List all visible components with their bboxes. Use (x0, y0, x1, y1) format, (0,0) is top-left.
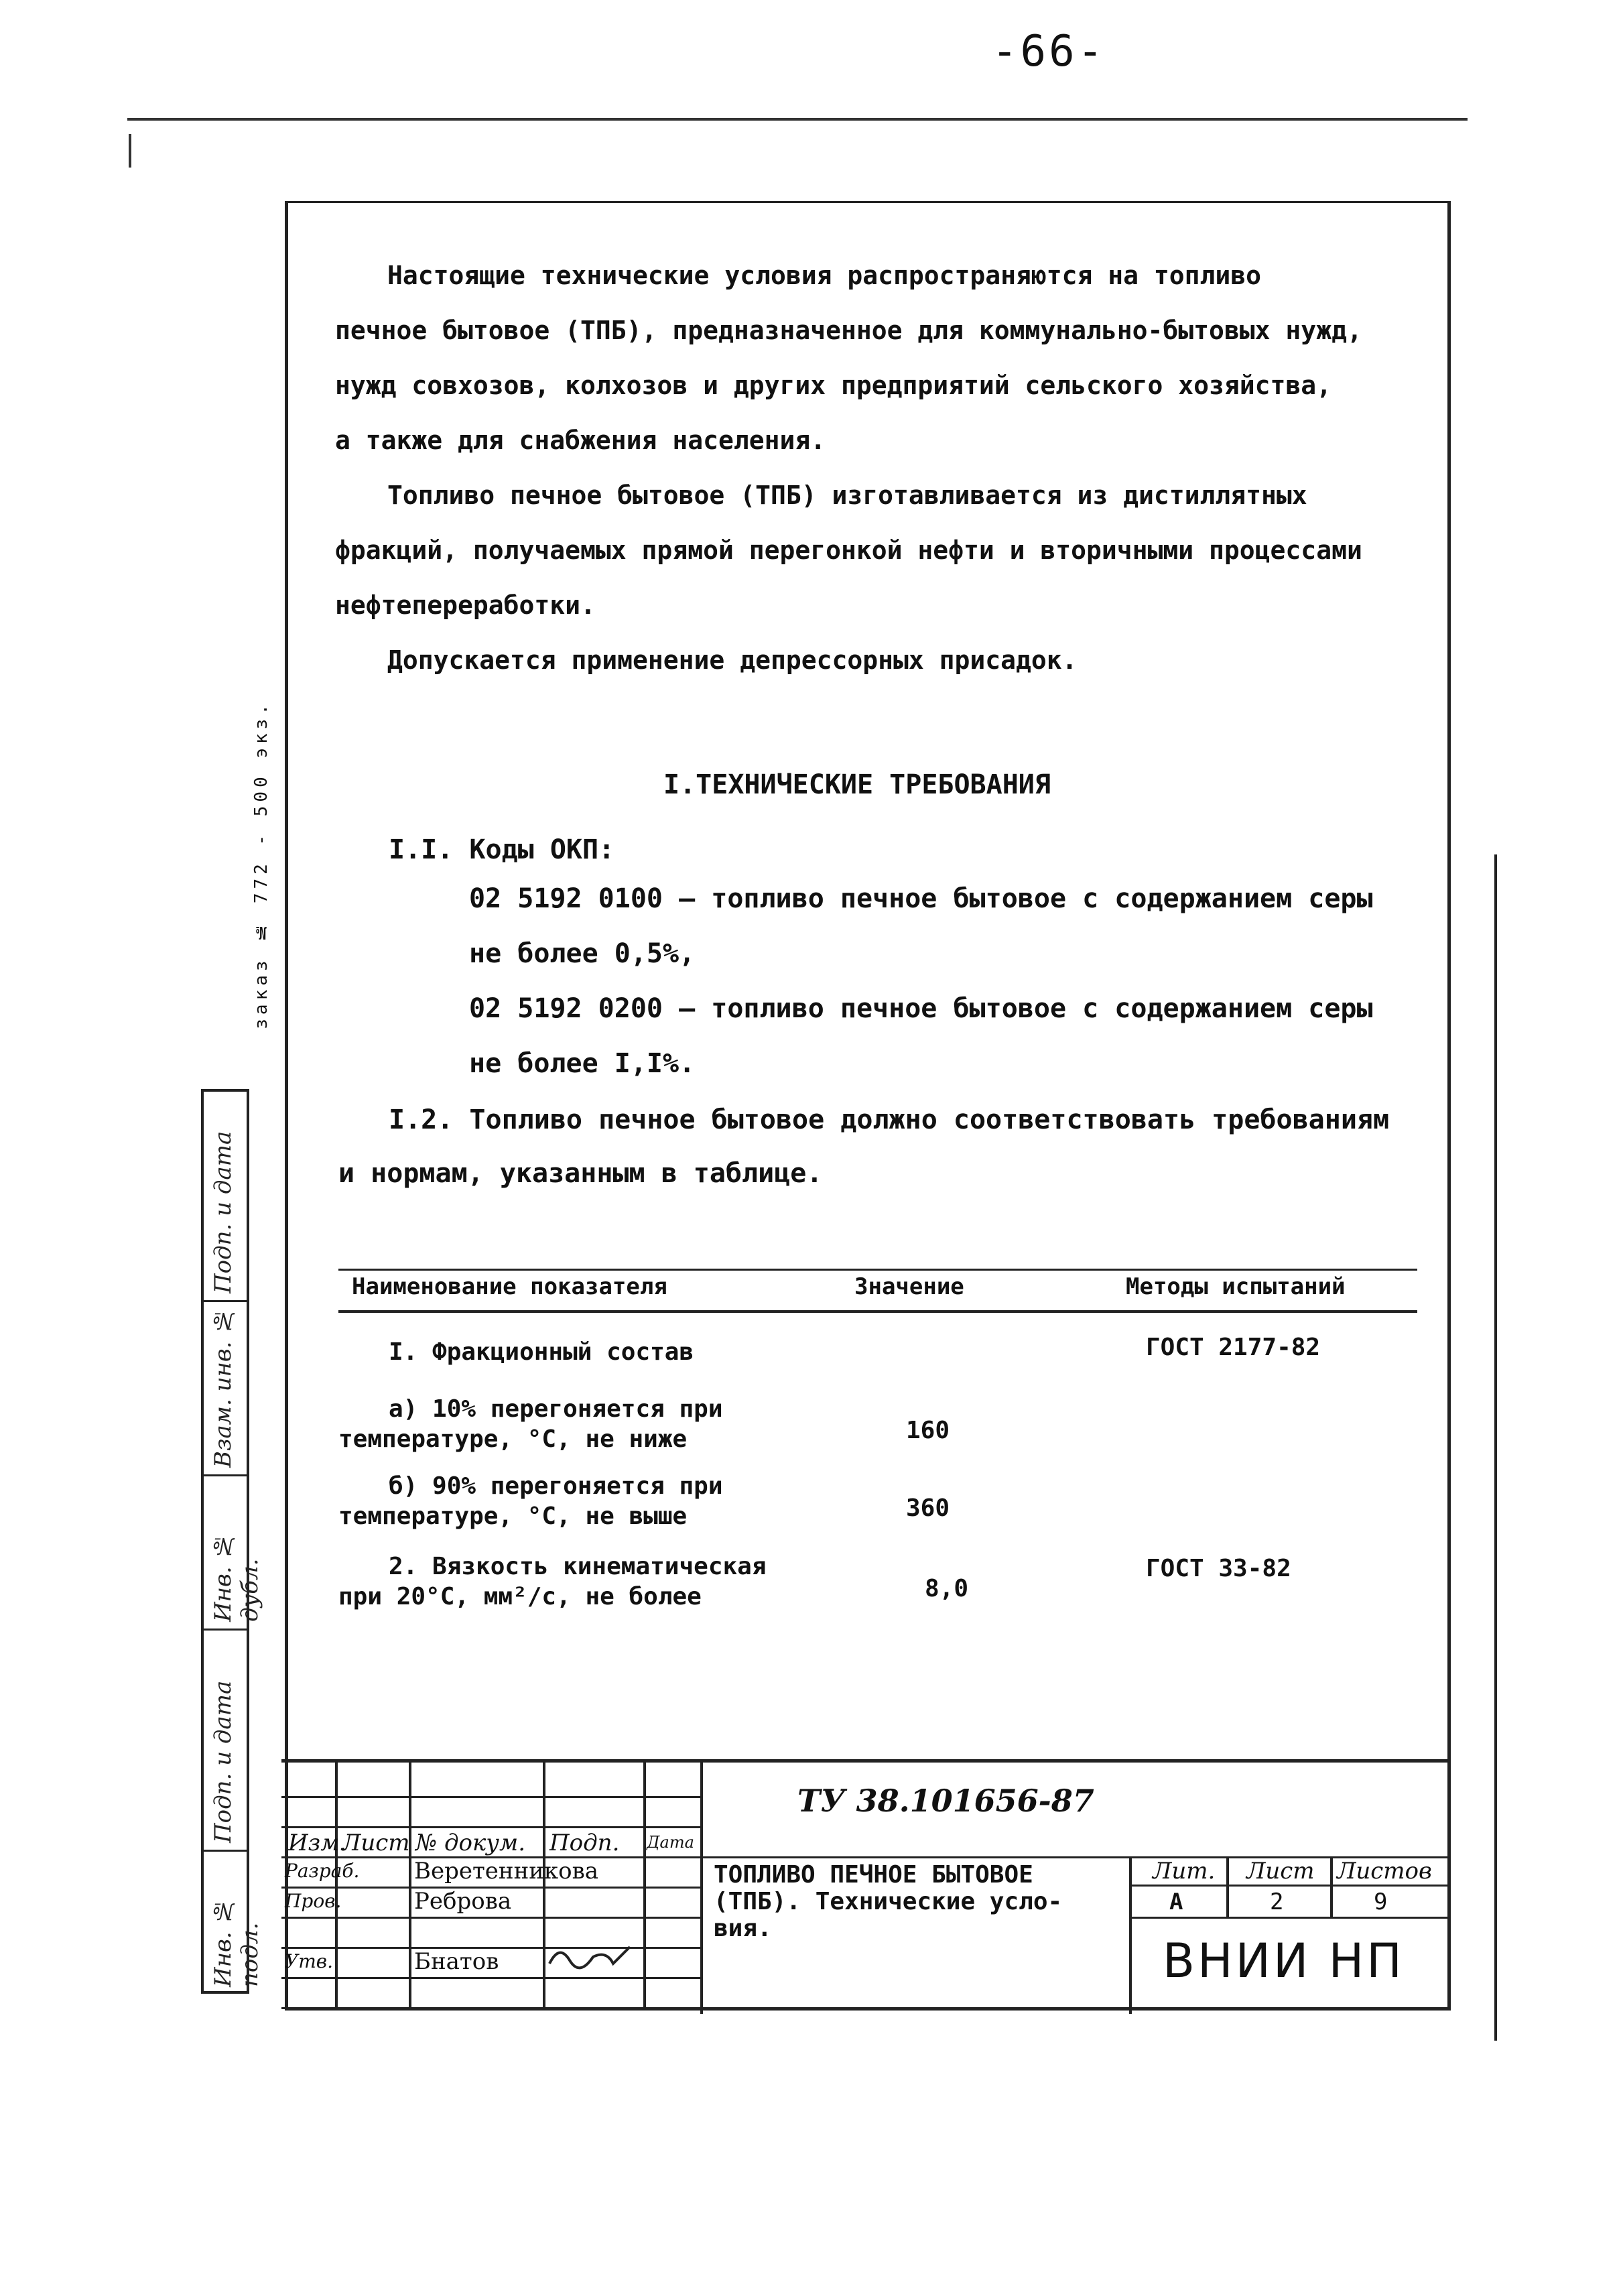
table-row-name-cont: при 20°С, мм²/с, не более (338, 1583, 702, 1610)
intro-line: нужд совхозов, колхозов и других предприятий сельского хозяйства, (335, 371, 1332, 400)
table-row-name: I. Фракционный состав (389, 1338, 694, 1366)
name-approver: Бнатов (414, 1948, 499, 1975)
intro-line: нефтепереработки. (335, 590, 596, 620)
grid-line (700, 1759, 703, 2014)
grid-line (281, 1917, 700, 1919)
lit-value: А (1169, 1889, 1183, 1915)
grid-line (281, 1796, 700, 1798)
name-developer: Веретенникова (414, 1858, 599, 1885)
grid-line (1226, 1856, 1229, 1917)
table-row-method: ГОСТ 2177-82 (1146, 1334, 1321, 1361)
table-row-value: 160 (906, 1417, 950, 1444)
grid-line (1129, 1856, 1132, 2014)
col-header-change: Изм. (288, 1830, 347, 1856)
page-number: -66- (992, 27, 1106, 76)
table-row-value: 360 (906, 1494, 950, 1522)
section-title: I.ТЕХНИЧЕСКИЕ ТРЕБОВАНИЯ (663, 769, 1051, 800)
role-developed: Разраб. (285, 1860, 360, 1882)
intro-line: а также для снабжения населения. (335, 426, 826, 455)
margin-field: Взам. инв. № (210, 1307, 237, 1468)
table-row-name-cont: температуре, °С, не выше (338, 1503, 688, 1530)
table-row-value: 8,0 (925, 1575, 969, 1602)
organization: ВНИИ НП (1163, 1933, 1405, 1988)
margin-field: Подп. и дата (210, 1131, 237, 1293)
margin-field: Инв. № подл. (210, 1897, 263, 1987)
right-margin-line (1494, 854, 1497, 2041)
intro-line: Допускается применение депрессорных присадок. (387, 645, 1078, 675)
print-order: заказ № 772 - 500 экз. (251, 700, 271, 1029)
table-header-value: Значение (854, 1273, 964, 1300)
table-row-name: б) 90% перегоняется при (389, 1472, 723, 1500)
signature-mark (546, 1937, 633, 1977)
document-title-line: ТОПЛИВО ПЕЧНОЕ БЫТОВОЕ (714, 1861, 1033, 1889)
okp-codes-heading: I.I. Коды ОКП: (389, 834, 615, 865)
table-row-name-cont: температуре, °С, не ниже (338, 1425, 688, 1453)
table-header-name: Наименование показателя (352, 1273, 667, 1300)
name-checker: Реброва (414, 1888, 512, 1915)
sheet-value: 2 (1270, 1889, 1284, 1915)
col-header-signature: Подп. (549, 1830, 620, 1856)
table-row-name: 2. Вязкость кинематическая (389, 1553, 767, 1580)
intro-line: фракций, получаемых прямой перегонкой нефти и вторичными процессами (335, 535, 1362, 565)
top-rule (127, 118, 1468, 121)
sheets-value: 9 (1374, 1889, 1388, 1915)
grid-line (1330, 1856, 1333, 1917)
left-tick (129, 134, 131, 168)
margin-field: Инв. № дубл. (210, 1532, 263, 1622)
col-header-sheet: Лист (342, 1830, 410, 1856)
margin-field: Подп. и дата (210, 1680, 237, 1843)
grid-line (281, 2007, 1451, 2009)
intro-line: печное бытовое (ТПБ), предназначенное для коммунально-бытовых нужд, (335, 316, 1362, 345)
role-approved: Утв. (285, 1950, 333, 1972)
sheets-header: Листов (1337, 1858, 1432, 1885)
grid-line (1129, 1885, 1451, 1887)
doc-number: ТУ 38.101656-87 (797, 1783, 1094, 1819)
grid-line (201, 1474, 249, 1476)
requirements-text: I.2. Топливо печное бытовое должно соответствовать требованиям (389, 1104, 1390, 1135)
grid-line (281, 1826, 700, 1828)
okp-code-1: 02 5192 0100 – топливо печное бытовое с содержанием серы (469, 883, 1373, 914)
col-header-docnum: № докум. (415, 1830, 526, 1856)
document-title-line: вия. (714, 1915, 772, 1942)
requirements-text-cont: и нормам, указанным в таблице. (338, 1158, 823, 1189)
table-row-name: а) 10% перегоняется при (389, 1395, 723, 1423)
document-title (714, 1862, 1062, 1942)
intro-text (335, 248, 1441, 688)
grid-line (201, 1850, 249, 1852)
grid-line (281, 1977, 700, 1979)
lit-header: Лит. (1153, 1858, 1216, 1885)
table-header-methods: Методы испытаний (1126, 1273, 1346, 1300)
table-row-method: ГОСТ 33-82 (1146, 1555, 1291, 1582)
okp-code-2-cont: не более I,I%. (469, 1048, 696, 1079)
okp-code-1-cont: не более 0,5%, (469, 938, 696, 969)
col-header-date: Дата (647, 1833, 694, 1852)
sheet-header: Лист (1246, 1858, 1315, 1885)
document-title-line: (ТПБ). Технические усло- (714, 1888, 1063, 1915)
table-top-rule (338, 1269, 1417, 1271)
grid-line (201, 1629, 249, 1631)
table-header-rule (338, 1310, 1417, 1313)
grid-line (201, 1300, 249, 1302)
intro-line: Настоящие технические условия распространяются на топливо (387, 261, 1262, 290)
role-checked: Пров. (285, 1890, 342, 1912)
intro-line: Топливо печное бытовое (ТПБ) изготавливается из дистиллятных (387, 481, 1307, 510)
okp-code-2: 02 5192 0200 – топливо печное бытовое с содержанием серы (469, 993, 1373, 1024)
grid-line (1129, 1917, 1451, 1919)
